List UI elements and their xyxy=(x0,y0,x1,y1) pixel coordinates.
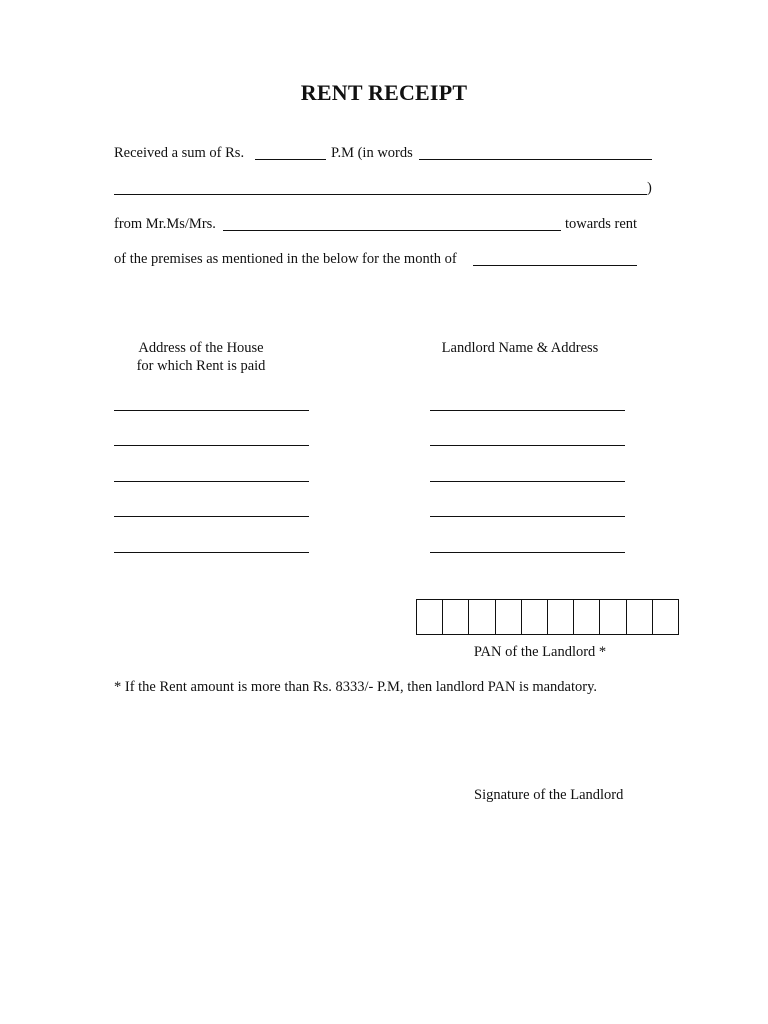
landlord-address-heading: Landlord Name & Address xyxy=(441,340,599,356)
page-title: RENT RECEIPT xyxy=(300,80,468,105)
landlord-signature-label: Signature of the Landlord xyxy=(474,787,624,803)
closing-parenthesis: ) xyxy=(647,180,652,196)
landlord-address-line-2[interactable] xyxy=(430,445,625,446)
month-label: of the premises as mentioned in the below for the month of xyxy=(114,251,457,267)
pan-character-cell[interactable] xyxy=(443,600,469,634)
pan-label: PAN of the Landlord * xyxy=(473,644,607,660)
pan-character-cell[interactable] xyxy=(653,600,678,634)
per-month-in-words-label: P.M (in words xyxy=(331,145,413,161)
pan-character-cell[interactable] xyxy=(496,600,522,634)
pan-mandatory-note: * If the Rent amount is more than Rs. 8333/- P.M, then landlord PAN is mandatory. xyxy=(114,679,598,695)
house-address-heading xyxy=(113,339,289,375)
house-address-line-4[interactable] xyxy=(114,516,309,517)
landlord-address-line-5[interactable] xyxy=(430,552,625,553)
pan-character-cell[interactable] xyxy=(469,600,495,634)
house-address-line-2[interactable] xyxy=(114,445,309,446)
house-address-line-1[interactable] xyxy=(114,410,309,411)
towards-rent-label: towards rent xyxy=(565,216,638,232)
tenant-name-blank[interactable] xyxy=(223,230,561,231)
pan-character-cell[interactable] xyxy=(522,600,548,634)
house-address-heading-line1: Address of the House xyxy=(138,340,264,356)
house-address-line-5[interactable] xyxy=(114,552,309,553)
pan-character-cell[interactable] xyxy=(548,600,574,634)
month-blank[interactable] xyxy=(473,265,637,266)
pan-character-cell[interactable] xyxy=(417,600,443,634)
amount-blank[interactable] xyxy=(255,159,326,160)
amount-in-words-continuation-blank[interactable] xyxy=(114,194,647,195)
received-sum-label: Received a sum of Rs. xyxy=(114,145,245,161)
landlord-address-line-3[interactable] xyxy=(430,481,625,482)
pan-character-cell[interactable] xyxy=(574,600,600,634)
amount-in-words-blank[interactable] xyxy=(419,159,652,160)
tenant-name-label: from Mr.Ms/Mrs. xyxy=(114,216,216,232)
landlord-address-line-1[interactable] xyxy=(430,410,625,411)
pan-character-cell[interactable] xyxy=(627,600,653,634)
house-address-line-3[interactable] xyxy=(114,481,309,482)
pan-character-cell[interactable] xyxy=(600,600,626,634)
pan-entry-boxes[interactable] xyxy=(416,599,679,635)
landlord-address-line-4[interactable] xyxy=(430,516,625,517)
house-address-heading-line2: for which Rent is paid xyxy=(136,358,266,374)
